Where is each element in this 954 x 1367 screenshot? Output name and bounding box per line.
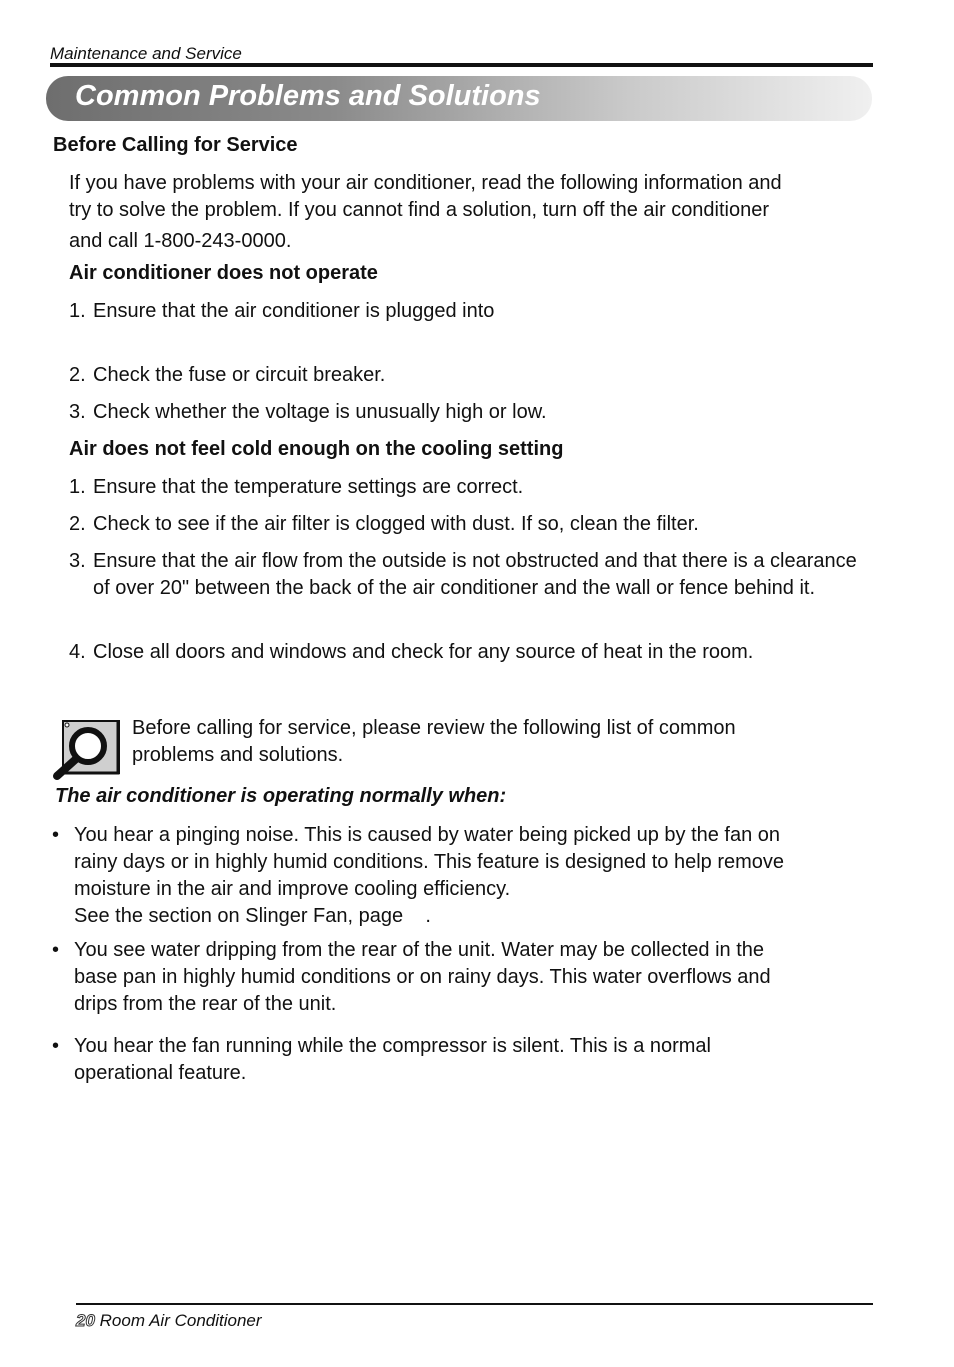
- magnifier-icon: [52, 718, 122, 780]
- bullet-text: [74, 1033, 882, 1087]
- list-item: [69, 474, 869, 501]
- page-footer: [76, 1311, 262, 1331]
- bullet-line: moisture in the air and improve cooling efficiency.: [74, 878, 511, 900]
- top-rule: [50, 63, 873, 67]
- list-text: Ensure that the temperature settings are correct.: [93, 476, 524, 498]
- list-item: [69, 298, 869, 325]
- list-item: [69, 639, 869, 666]
- list-text: Ensure that the air flow from the outside is not obstructed and that there is a clearance of over 20" between the back of the air conditioner and the wall or fence behind it.: [93, 550, 857, 599]
- list-number: 3.: [69, 401, 86, 423]
- page-title: Common Problems and Solutions: [75, 80, 541, 112]
- note-text: [132, 715, 872, 769]
- footer-label: Room Air Conditioner: [99, 1311, 262, 1330]
- bullet-line: rainy days or in highly humid conditions. This feature is designed to help remove: [74, 851, 785, 873]
- note-line: problems and solutions.: [132, 744, 344, 766]
- page-number: 20: [76, 1311, 95, 1330]
- bullet-line: You hear a pinging noise. This is caused by water being picked up by the fan on: [74, 824, 781, 846]
- note-line: Before calling for service, please review the following list of common: [132, 717, 736, 739]
- bottom-rule: [76, 1303, 873, 1305]
- bullet-line: You hear the fan running while the compressor is silent. This is a normal: [74, 1035, 712, 1057]
- section-label: Maintenance and Service: [50, 44, 242, 63]
- list-item: [69, 511, 869, 538]
- bullet-line: You see water dripping from the rear of the unit. Water may be collected in the: [74, 939, 764, 961]
- list-text: Check to see if the air filter is clogged with dust. If so, clean the filter.: [93, 513, 699, 535]
- list-number: 4.: [69, 641, 86, 663]
- list-item: [69, 548, 859, 602]
- list-text: Ensure that the air conditioner is plugged into: [93, 300, 495, 322]
- list-item: [69, 362, 869, 389]
- list-number: 2.: [69, 513, 86, 535]
- list-text: Check whether the voltage is unusually high or low.: [93, 401, 547, 423]
- bullet-line: operational feature.: [74, 1062, 247, 1084]
- list-number: 3.: [69, 550, 86, 572]
- bullet-marker: •: [52, 1035, 60, 1057]
- bullet-line: drips from the rear of the unit.: [74, 993, 337, 1015]
- not-operate-heading: Air conditioner does not operate: [69, 262, 378, 284]
- intro-line: try to solve the problem. If you cannot find a solution, turn off the air conditioner: [69, 199, 770, 221]
- bullet-text: [74, 937, 882, 1018]
- bullet-item: [52, 937, 882, 1018]
- list-number: 2.: [69, 364, 86, 386]
- bullet-line: base pan in highly humid conditions or on rainy days. This water overflows and: [74, 966, 771, 988]
- list-item: [69, 399, 869, 426]
- before-calling-heading: Before Calling for Service: [53, 134, 298, 156]
- bullet-marker: •: [52, 939, 60, 961]
- bullet-line: See the section on Slinger Fan, page .: [74, 905, 431, 927]
- list-number: 1.: [69, 300, 86, 322]
- bullet-item: [52, 822, 882, 930]
- not-cold-heading: Air does not feel cold enough on the cooling setting: [69, 438, 564, 460]
- bullet-item: [52, 1033, 882, 1087]
- bullet-text: [74, 822, 882, 930]
- list-text: Check the fuse or circuit breaker.: [93, 364, 386, 386]
- intro-paragraph: [69, 170, 889, 255]
- normal-heading: The air conditioner is operating normally when:: [55, 785, 507, 807]
- intro-line: and call 1-800-243-0000.: [69, 230, 292, 252]
- list-number: 1.: [69, 476, 86, 498]
- bullet-marker: •: [52, 824, 60, 846]
- intro-line: If you have problems with your air conditioner, read the following information and: [69, 172, 782, 194]
- list-text: Close all doors and windows and check for any source of heat in the room.: [93, 641, 754, 663]
